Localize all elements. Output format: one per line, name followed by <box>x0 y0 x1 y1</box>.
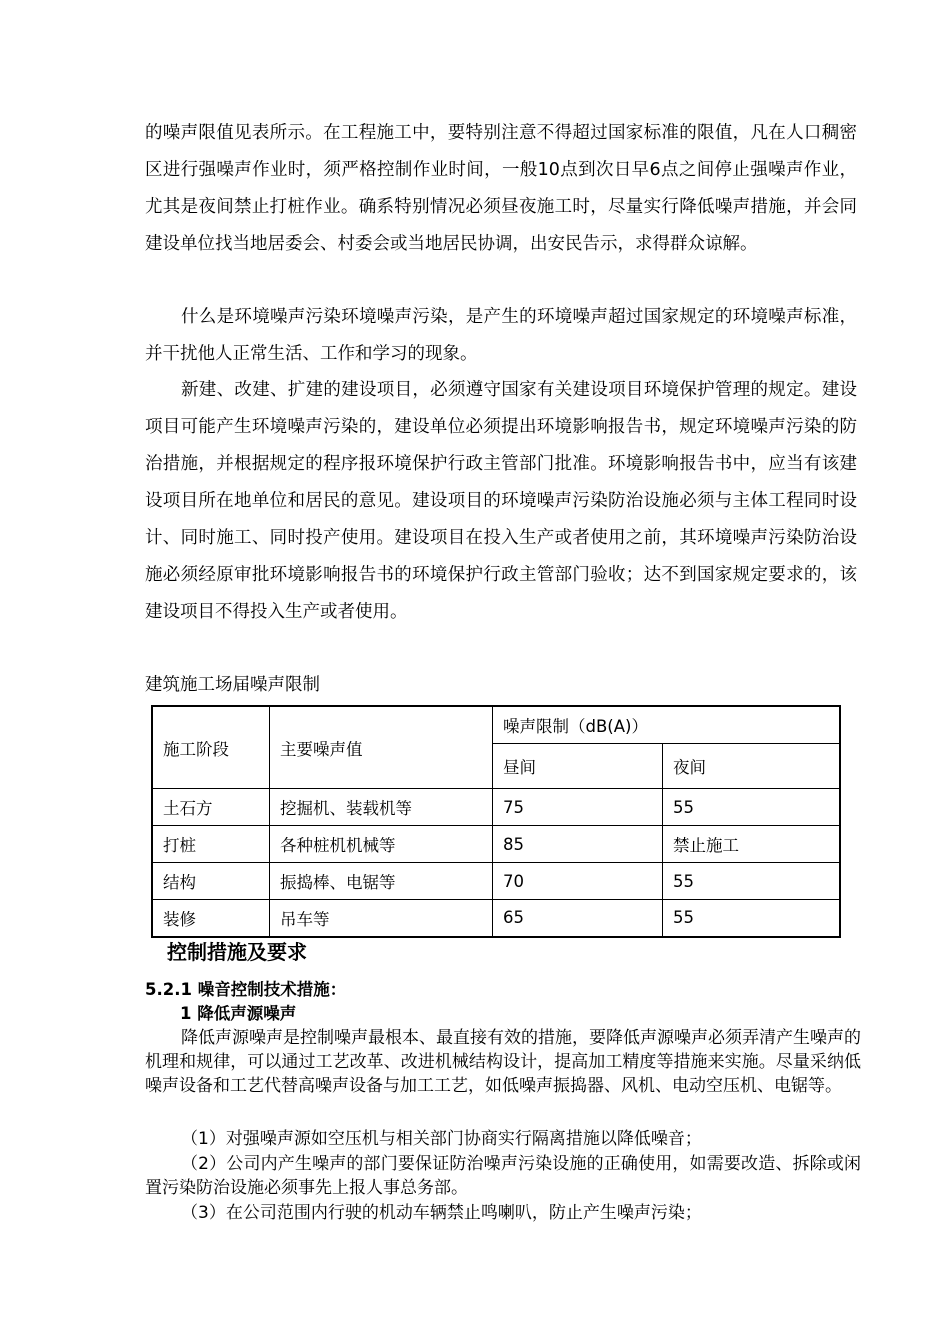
cell-stage: 结构 <box>152 863 270 900</box>
paragraph-reduce-source-noise: 降低声源噪声是控制噪声最根本、最直接有效的措施，要降低声源噪声必须弄清产生噪声的机理和规律，可以通过工艺改革、改进机械结构设计，提高加工精度等措施来实施。尽量采纳低噪声设备和工艺代替高噪声设备与加工工艺，如低噪声振捣器、风机、电动空压机、电锯等。 <box>145 1028 861 1096</box>
table-header-row <box>152 706 840 744</box>
cell-source: 各种桩机机械等 <box>270 826 493 863</box>
cell-night: 禁止施工 <box>663 826 841 863</box>
noise-limit-table <box>151 705 841 938</box>
cell-source: 挖掘机、装载机等 <box>270 789 493 826</box>
table-row <box>152 863 840 900</box>
cell-day: 75 <box>493 789 663 826</box>
cell-stage: 装修 <box>152 900 270 937</box>
header-source: 主要噪声值 <box>270 706 493 789</box>
cell-stage: 打桩 <box>152 826 270 863</box>
paragraph-definition: 什么是环境噪声污染环境噪声污染，是产生的环境噪声超过国家规定的环境噪声标准，并干扰他人正常生活、工作和学习的现象。 <box>145 307 857 364</box>
header-stage: 施工阶段 <box>152 706 270 789</box>
list-item: （1）对强噪声源如空压机与相关部门协商实行隔离措施以降低噪音； <box>181 1129 702 1149</box>
table-row <box>152 900 840 937</box>
header-limit: 噪声限制（dB(A)） <box>493 706 841 744</box>
cell-day: 85 <box>493 826 663 863</box>
table-row <box>152 789 840 826</box>
table-row <box>152 826 840 863</box>
section-heading: 控制措施及要求 <box>167 940 307 964</box>
cell-night: 55 <box>663 789 841 826</box>
table-caption: 建筑施工场届噪声限制 <box>145 675 320 695</box>
cell-night: 55 <box>663 863 841 900</box>
subsection-heading: 5.2.1 噪音控制技术措施： <box>145 980 347 999</box>
paragraph-noise-limits: 的噪声限值见表所示。在工程施工中，要特别注意不得超过国家标准的限值，凡在人口稠密区进行强噪声作业时，须严格控制作业时间，一般10点到次日早6点之间停止强噪声作业，尤其是夜间禁止打桩作业。确系特别情况必须昼夜施工时，尽量实行降低噪声措施，并会同建设单位找当地居委会、村委会或当地居民协调，出安民告示，求得群众谅解。 <box>145 123 857 254</box>
cell-day: 70 <box>493 863 663 900</box>
cell-day: 65 <box>493 900 663 937</box>
cell-night: 55 <box>663 900 841 937</box>
list-item: （2）公司内产生噪声的部门要保证防治噪声污染设施的正确使用，如需要改造、拆除或闲置污染防治设施必须事先上报人事总务部。 <box>145 1154 861 1198</box>
cell-stage: 土石方 <box>152 789 270 826</box>
header-night: 夜间 <box>663 744 841 789</box>
paragraph-construction-projects: 新建、改建、扩建的建设项目，必须遵守国家有关建设项目环境保护管理的规定。建设项目可能产生环境噪声污染的，建设单位必须提出环境影响报告书，规定环境噪声污染的防治措施，并根据规定的程序报环境保护行政主管部门批准。环境影响报告书中，应当有该建设项目所在地单位和居民的意见。建设项目的环境噪声污染防治设施必须与主体工程同时设计、同时施工、同时投产使用。建设项目在投入生产或者使用之前，其环境噪声污染防治设施必须经原审批环境影响报告书的环境保护行政主管部门验收；达不到国家规定要求的，该建设项目不得投入生产或者使用。 <box>145 380 857 622</box>
subsubsection-heading: 1 降低声源噪声 <box>180 1004 297 1023</box>
list-item: （3）在公司范围内行驶的机动车辆禁止鸣喇叭，防止产生噪声污染； <box>181 1203 702 1223</box>
header-day: 昼间 <box>493 744 663 789</box>
cell-source: 吊车等 <box>270 900 493 937</box>
cell-source: 振捣棒、电锯等 <box>270 863 493 900</box>
